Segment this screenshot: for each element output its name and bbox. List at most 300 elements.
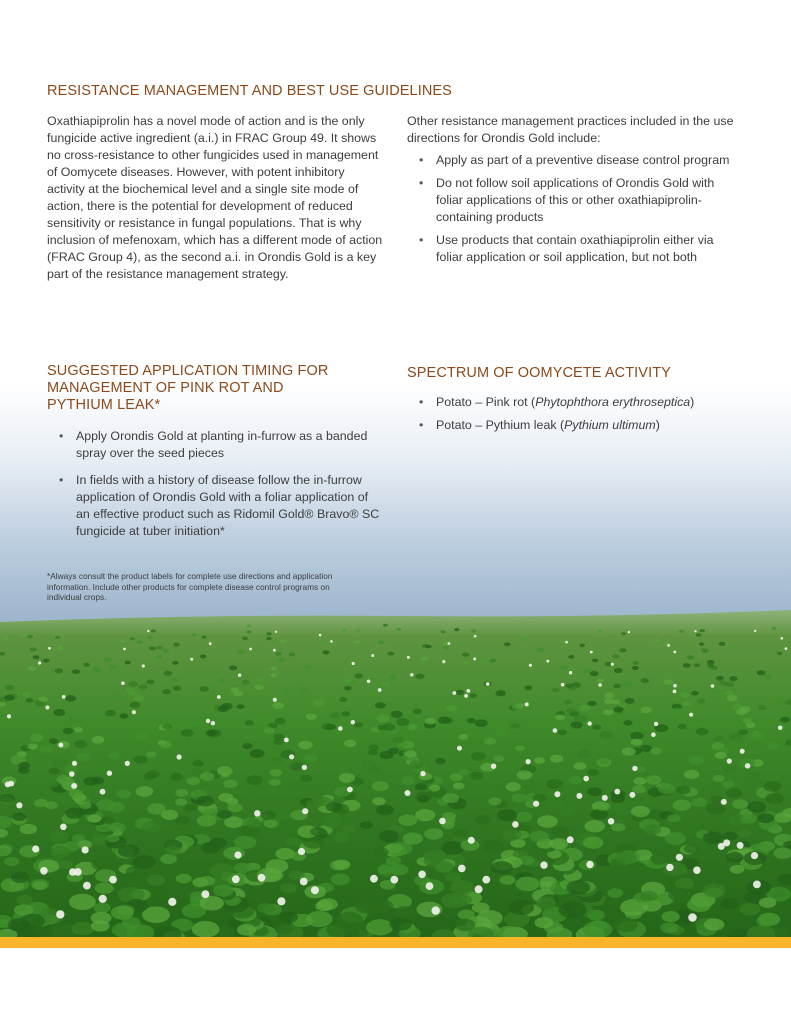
leaf-texture bbox=[270, 769, 283, 777]
leaf-texture bbox=[479, 658, 487, 663]
leaf-texture bbox=[119, 639, 125, 643]
leaf-texture bbox=[446, 705, 457, 712]
leaf-texture bbox=[162, 724, 172, 730]
potato-flower bbox=[7, 714, 11, 718]
leaf-texture bbox=[689, 756, 704, 765]
potato-flower bbox=[590, 651, 593, 654]
potato-flower bbox=[405, 790, 411, 796]
potato-flower bbox=[754, 630, 756, 632]
leaf-texture bbox=[497, 809, 517, 821]
leaf-texture bbox=[719, 642, 726, 646]
leaf-texture bbox=[675, 878, 694, 890]
leaf-texture bbox=[763, 781, 781, 792]
list-item-line: • Apply as part of a preventive disease control program bbox=[436, 153, 730, 167]
leaf-texture bbox=[149, 646, 156, 650]
potato-flower bbox=[275, 631, 277, 633]
leaf-texture bbox=[280, 883, 297, 893]
leaf-texture bbox=[91, 912, 112, 924]
leaf-texture bbox=[522, 780, 540, 791]
leaf-texture bbox=[462, 652, 469, 656]
leaf-texture bbox=[315, 901, 332, 911]
spectrum-list bbox=[407, 394, 767, 434]
leaf-texture bbox=[592, 659, 598, 663]
leaf-texture bbox=[630, 732, 643, 740]
leaf-texture bbox=[128, 681, 138, 687]
leaf-texture bbox=[93, 667, 101, 672]
leaf-texture bbox=[442, 893, 467, 908]
leaf-texture bbox=[217, 926, 235, 937]
leaf-texture bbox=[242, 680, 250, 685]
potato-flower bbox=[676, 854, 683, 861]
leaf-texture bbox=[613, 684, 621, 689]
potato-flower bbox=[588, 721, 592, 725]
list-item-line: application of Orondis Gold with a foliar application of bbox=[76, 490, 369, 504]
potato-flower bbox=[426, 882, 434, 890]
resistance-paragraph bbox=[47, 113, 392, 283]
leaf-texture bbox=[118, 844, 140, 857]
leaf-texture bbox=[515, 877, 539, 892]
potato-flower bbox=[533, 801, 539, 807]
leaf-texture bbox=[134, 695, 145, 701]
leaf-texture bbox=[266, 859, 289, 873]
leaf-texture bbox=[213, 885, 233, 897]
leaf-texture bbox=[662, 911, 680, 922]
leaf-texture bbox=[322, 723, 333, 730]
list-item-line: • Apply Orondis Gold at planting in-furrow as a banded bbox=[76, 429, 368, 443]
potato-flower bbox=[209, 642, 212, 645]
leaf-texture bbox=[206, 730, 216, 736]
leaf-texture bbox=[192, 760, 204, 767]
leaf-texture bbox=[719, 681, 727, 686]
leaf-texture bbox=[202, 635, 207, 638]
leaf-texture bbox=[694, 663, 700, 667]
leaf-texture bbox=[421, 657, 428, 661]
leaf-texture bbox=[726, 852, 744, 863]
item-text: Potato – Pink rot ( bbox=[436, 395, 536, 409]
paragraph-line: inclusion of mefenoxam, which has a different mode of action bbox=[47, 233, 383, 247]
leaf-texture bbox=[143, 773, 155, 780]
leaf-texture bbox=[270, 673, 277, 677]
leaf-texture bbox=[87, 815, 101, 823]
leaf-texture bbox=[49, 738, 59, 744]
leaf-texture bbox=[107, 802, 125, 813]
leaf-texture bbox=[613, 918, 637, 933]
leaf-texture bbox=[495, 690, 505, 696]
leaf-texture bbox=[631, 739, 643, 746]
leaf-texture bbox=[510, 723, 520, 729]
leaf-texture bbox=[376, 805, 394, 816]
leaf-texture bbox=[622, 747, 636, 756]
leaf-texture bbox=[401, 777, 415, 785]
potato-flower bbox=[554, 791, 560, 797]
leaf-texture bbox=[30, 647, 37, 651]
potato-flower bbox=[565, 641, 568, 644]
leaf-texture bbox=[134, 756, 148, 764]
leaf-texture bbox=[725, 691, 733, 696]
paragraph-line: sensitivity or resistance in fungal populations. That is why bbox=[47, 216, 362, 230]
leaf-texture bbox=[640, 891, 657, 901]
leaf-texture bbox=[32, 881, 47, 890]
leaf-texture bbox=[83, 663, 90, 667]
leaf-texture bbox=[577, 750, 592, 759]
leaf-texture bbox=[511, 793, 526, 802]
potato-flower bbox=[45, 706, 49, 710]
potato-flower bbox=[512, 821, 519, 828]
leaf-texture bbox=[535, 917, 554, 928]
potato-flower bbox=[439, 818, 446, 825]
leaf-texture bbox=[310, 827, 326, 836]
leaf-texture bbox=[289, 652, 296, 656]
leaf-texture bbox=[398, 815, 417, 826]
leaf-texture bbox=[229, 665, 237, 670]
leaf-texture bbox=[413, 709, 422, 715]
leaf-texture bbox=[190, 720, 200, 726]
leaf-texture bbox=[217, 810, 232, 819]
leaf-texture bbox=[614, 668, 623, 673]
leaf-texture bbox=[424, 828, 443, 840]
potato-flower bbox=[693, 866, 701, 874]
leaf-texture bbox=[254, 718, 266, 725]
potato-flower bbox=[142, 664, 145, 667]
paragraph-line: fungicide active ingredient (a.i.) in FRAC Group 49. It shows bbox=[47, 131, 377, 145]
potato-flower bbox=[32, 845, 39, 852]
leaf-texture bbox=[387, 652, 394, 656]
leaf-texture bbox=[200, 896, 224, 911]
leaf-texture bbox=[242, 743, 252, 749]
potato-flower bbox=[100, 789, 106, 795]
leaf-texture bbox=[499, 875, 515, 885]
leaf-texture bbox=[379, 830, 399, 842]
leaf-texture bbox=[532, 794, 546, 802]
leaf-texture bbox=[691, 691, 699, 696]
leaf-texture bbox=[614, 851, 636, 864]
leaf-texture bbox=[246, 818, 262, 827]
leaf-texture bbox=[429, 785, 440, 792]
potato-flower bbox=[284, 738, 289, 743]
potato-flower bbox=[390, 876, 398, 884]
leaf-texture bbox=[632, 661, 639, 665]
item-text-end: ) bbox=[655, 418, 660, 432]
leaf-texture bbox=[502, 829, 521, 841]
list-item-line: • In fields with a history of disease follow the in-furrow bbox=[76, 473, 362, 487]
heading-line: MANAGEMENT OF PINK ROT AND bbox=[47, 380, 284, 396]
leaf-texture bbox=[307, 785, 324, 795]
potato-flower bbox=[569, 671, 572, 674]
leaf-texture bbox=[551, 826, 569, 837]
leaf-texture bbox=[355, 640, 361, 643]
leaf-texture bbox=[614, 706, 624, 712]
potato-flower bbox=[370, 875, 378, 883]
leaf-texture bbox=[72, 669, 80, 674]
potato-flower bbox=[457, 746, 462, 751]
leaf-texture bbox=[566, 880, 590, 894]
leaf-texture bbox=[722, 764, 737, 773]
leaf-texture bbox=[173, 686, 182, 691]
leaf-texture bbox=[415, 674, 424, 680]
potato-flower bbox=[576, 793, 582, 799]
leaf-texture bbox=[360, 821, 373, 829]
list-item-line: • Use products that contain oxathiapiprolin either via bbox=[436, 233, 714, 247]
leaf-texture bbox=[696, 633, 702, 636]
leaf-texture bbox=[403, 833, 423, 845]
leaf-texture bbox=[108, 752, 119, 759]
leaf-texture bbox=[298, 686, 308, 692]
leaf-texture bbox=[63, 728, 74, 734]
leaf-texture bbox=[713, 775, 725, 782]
leaf-texture bbox=[673, 800, 692, 811]
leaf-texture bbox=[758, 705, 767, 710]
leaf-texture bbox=[633, 777, 646, 785]
leaf-texture bbox=[376, 715, 389, 723]
potato-flower bbox=[567, 836, 574, 843]
list-item-line: containing products bbox=[436, 210, 544, 224]
leaf-texture bbox=[342, 629, 347, 632]
intro-line: Other resistance management practices included in the use bbox=[407, 114, 734, 128]
leaf-texture bbox=[579, 644, 585, 647]
leaf-texture bbox=[746, 772, 761, 781]
potato-flower bbox=[206, 719, 210, 723]
leaf-texture bbox=[680, 692, 689, 697]
leaf-texture bbox=[741, 814, 757, 824]
leaf-texture bbox=[780, 717, 790, 723]
potato-flower bbox=[201, 890, 209, 898]
potato-flower bbox=[38, 661, 41, 664]
leaf-texture bbox=[354, 673, 363, 678]
leaf-texture bbox=[314, 700, 325, 707]
heading-line: PYTHIUM LEAK* bbox=[47, 397, 161, 413]
leaf-texture bbox=[691, 798, 707, 807]
leaf-texture bbox=[383, 723, 395, 730]
timing-heading bbox=[47, 363, 328, 414]
leaf-texture bbox=[234, 836, 256, 849]
potato-flower bbox=[474, 635, 477, 638]
leaf-texture bbox=[20, 824, 37, 834]
leaf-texture bbox=[164, 887, 186, 900]
leaf-texture bbox=[394, 906, 416, 919]
leaf-texture bbox=[175, 789, 188, 797]
list-item-line: foliar application or soil application, but not both bbox=[436, 250, 698, 264]
leaf-texture bbox=[392, 737, 403, 744]
leaf-texture bbox=[491, 861, 513, 874]
leaf-texture bbox=[272, 758, 283, 764]
leaf-texture bbox=[713, 736, 723, 742]
potato-flower bbox=[673, 690, 677, 694]
potato-flower bbox=[753, 881, 761, 889]
leaf-texture bbox=[424, 849, 447, 863]
leaf-texture bbox=[160, 741, 172, 748]
leaf-texture bbox=[223, 779, 237, 788]
leaf-texture bbox=[76, 753, 90, 761]
potato-flower bbox=[177, 754, 182, 759]
potato-flower bbox=[82, 846, 89, 853]
leaf-texture bbox=[273, 739, 283, 745]
leaf-texture bbox=[210, 863, 235, 878]
leaf-texture bbox=[597, 679, 604, 683]
leaf-texture bbox=[39, 745, 52, 753]
leaf-texture bbox=[616, 805, 630, 814]
leaf-texture bbox=[483, 840, 504, 853]
leaf-texture bbox=[763, 674, 772, 679]
leaf-texture bbox=[696, 728, 709, 736]
leaf-texture bbox=[79, 802, 91, 809]
leaf-texture bbox=[237, 649, 244, 653]
paragraph-line: of Oomycete diseases. However, with potent inhibitory bbox=[47, 165, 345, 179]
leaf-texture bbox=[28, 666, 36, 671]
potato-flower bbox=[123, 648, 126, 651]
leaf-texture bbox=[280, 912, 298, 923]
leaf-texture bbox=[777, 652, 783, 655]
list-item bbox=[407, 175, 767, 226]
leaf-texture bbox=[699, 643, 705, 646]
leaf-texture bbox=[49, 768, 60, 775]
leaf-texture bbox=[339, 697, 347, 702]
leaf-texture bbox=[266, 632, 272, 635]
leaf-texture bbox=[458, 734, 468, 740]
leaf-texture bbox=[425, 718, 436, 724]
leaf-texture bbox=[111, 906, 134, 920]
leaf-texture bbox=[233, 690, 243, 696]
list-item-line: fungicide at tuber initiation* bbox=[76, 524, 225, 538]
potato-flower bbox=[302, 808, 308, 814]
leaf-texture bbox=[114, 695, 123, 700]
leaf-texture bbox=[125, 661, 131, 665]
leaf-texture bbox=[43, 659, 50, 663]
leaf-texture bbox=[506, 782, 521, 791]
leaf-texture bbox=[759, 898, 776, 908]
leaf-texture bbox=[493, 755, 504, 761]
leaf-texture bbox=[27, 635, 33, 639]
leaf-texture bbox=[625, 698, 635, 704]
leaf-texture bbox=[372, 781, 389, 791]
leaf-texture bbox=[383, 624, 388, 627]
leaf-texture bbox=[298, 741, 312, 750]
leaf-texture bbox=[142, 821, 161, 832]
leaf-texture bbox=[566, 684, 574, 689]
potato-flower bbox=[338, 726, 343, 731]
leaf-texture bbox=[650, 853, 669, 864]
potato-flower bbox=[611, 663, 614, 666]
leaf-texture bbox=[583, 921, 613, 938]
leaf-texture bbox=[596, 802, 610, 811]
leaf-texture bbox=[200, 772, 215, 781]
potato-flower bbox=[654, 722, 658, 726]
potato-flower bbox=[60, 824, 67, 831]
spectrum-heading: SPECTRUM OF OOMYCETE ACTIVITY bbox=[407, 365, 671, 381]
potato-flower bbox=[466, 689, 470, 693]
leaf-texture bbox=[771, 889, 787, 898]
potato-flower bbox=[482, 876, 490, 884]
leaf-texture bbox=[246, 630, 251, 633]
potato-flower bbox=[468, 837, 475, 844]
leaf-texture bbox=[530, 831, 549, 843]
footnote-line: *Always consult the product labels for complete use directions and application bbox=[47, 571, 333, 581]
potato-flower bbox=[667, 644, 670, 647]
leaf-texture bbox=[245, 720, 254, 725]
leaf-texture bbox=[5, 685, 14, 691]
leaf-texture bbox=[467, 718, 476, 723]
leaf-texture bbox=[651, 747, 662, 754]
paragraph-line: Oxathiapiprolin has a novel mode of action and is the only bbox=[47, 114, 365, 128]
timing-list bbox=[47, 428, 397, 540]
leaf-texture bbox=[261, 811, 277, 820]
leaf-texture bbox=[515, 745, 525, 751]
paragraph-line: (FRAC Group 4), as the second a.i. in Orondis Gold is a key bbox=[47, 250, 377, 264]
leaf-texture bbox=[242, 637, 248, 641]
leaf-texture bbox=[33, 655, 40, 659]
leaf-texture bbox=[331, 874, 350, 886]
potato-flower bbox=[378, 688, 382, 692]
pathogen-name: Pythium ultimum bbox=[564, 418, 656, 432]
heading-line: SUGGESTED APPLICATION TIMING FOR bbox=[47, 363, 329, 379]
leaf-texture bbox=[375, 702, 386, 708]
leaf-texture bbox=[727, 695, 738, 702]
leaf-texture bbox=[186, 777, 200, 785]
leaf-texture bbox=[91, 777, 104, 785]
leaf-texture bbox=[683, 663, 691, 668]
leaf-texture bbox=[74, 727, 83, 732]
leaf-texture bbox=[517, 770, 533, 779]
leaf-texture bbox=[378, 640, 384, 644]
leaf-texture bbox=[395, 785, 407, 792]
leaf-texture bbox=[275, 924, 293, 935]
leaf-texture bbox=[344, 686, 352, 691]
leaf-texture bbox=[546, 779, 562, 789]
potato-flower bbox=[629, 792, 635, 798]
leaf-texture bbox=[655, 639, 661, 642]
leaf-texture bbox=[665, 832, 686, 845]
leaf-texture bbox=[368, 749, 378, 755]
leaf-texture bbox=[668, 888, 691, 902]
leaf-texture bbox=[632, 666, 639, 670]
potato-flower bbox=[583, 776, 589, 782]
potato-flower bbox=[125, 761, 130, 766]
leaf-texture bbox=[372, 797, 385, 805]
leaf-texture bbox=[607, 888, 623, 898]
leaf-texture bbox=[450, 773, 463, 781]
leaf-texture bbox=[20, 914, 45, 929]
pathogen-name: Phytophthora erythroseptica bbox=[535, 395, 691, 409]
leaf-texture bbox=[0, 794, 15, 803]
potato-flower bbox=[546, 660, 549, 663]
leaf-texture bbox=[597, 629, 603, 632]
leaf-texture bbox=[69, 894, 96, 910]
list-item bbox=[47, 472, 397, 540]
leaf-texture bbox=[181, 729, 194, 737]
potato-flower bbox=[651, 732, 656, 737]
leaf-texture bbox=[560, 665, 568, 670]
leaf-texture bbox=[721, 898, 739, 909]
leaf-texture bbox=[771, 627, 776, 630]
leaf-texture bbox=[711, 786, 725, 794]
leaf-texture bbox=[256, 678, 263, 682]
leaf-texture bbox=[217, 766, 233, 776]
potato-flower bbox=[168, 898, 176, 906]
leaf-texture bbox=[587, 701, 596, 706]
leaf-texture bbox=[54, 709, 66, 716]
leaf-texture bbox=[641, 678, 649, 683]
potato-flower bbox=[614, 789, 620, 795]
potato-flower bbox=[289, 754, 294, 759]
leaf-texture bbox=[111, 665, 118, 669]
potato-flower bbox=[132, 710, 136, 714]
leaf-texture bbox=[291, 783, 306, 792]
leaf-texture bbox=[254, 684, 263, 690]
leaf-texture bbox=[557, 806, 573, 816]
potato-flower bbox=[217, 695, 221, 699]
leaf-texture bbox=[484, 738, 496, 745]
leaf-texture bbox=[342, 825, 356, 833]
leaf-texture bbox=[51, 759, 66, 768]
